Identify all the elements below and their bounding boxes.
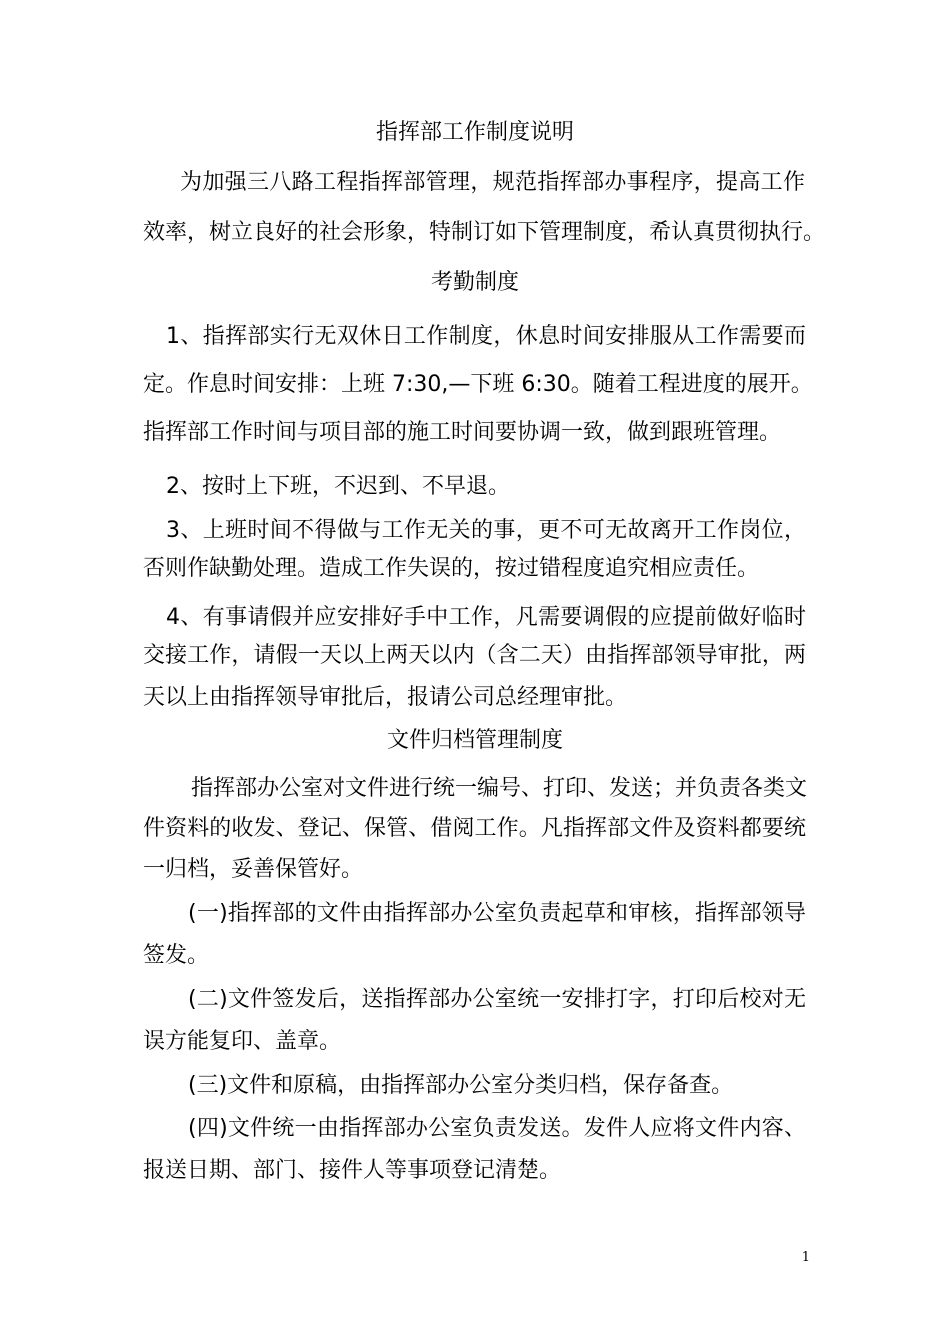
archive-line-5: 签发。	[143, 943, 210, 968]
attendance-line-5: 3、上班时间不得做与工作无关的事，更不可无故离开工作岗位，	[166, 518, 806, 543]
archive-line-9: (四)文件统一由指挥部办公室负责发送。发件人应将文件内容、	[188, 1116, 806, 1141]
attendance-heading: 考勤制度	[430, 270, 519, 295]
intro-line-2: 效率，树立良好的社会形象，特制订如下管理制度，希认真贯彻执行。	[143, 220, 826, 245]
archive-heading: 文件归档管理制度	[386, 728, 563, 753]
attendance-line-4: 2、按时上下班，不迟到、不早退。	[166, 474, 510, 499]
attendance-line-8: 交接工作，请假一天以上两天以内（含二天）由指挥部领导审批，两	[143, 643, 806, 668]
archive-line-2: 件资料的收发、登记、保管、借阅工作。凡指挥部文件及资料都要统	[143, 816, 806, 841]
attendance-line-2: 定。作息时间安排：上班 7:30,—下班 6:30。随着工程进度的展开。	[143, 372, 813, 397]
page-number: 1	[801, 1250, 810, 1265]
archive-line-3: 一归档，妥善保管好。	[143, 857, 364, 882]
archive-line-1: 指挥部办公室对文件进行统一编号、打印、发送；并负责各类文	[191, 776, 808, 801]
archive-line-4: (一)指挥部的文件由指挥部办公室负责起草和审核，指挥部领导	[188, 901, 806, 926]
attendance-line-9: 天以上由指挥领导审批后，报请公司总经理审批。	[143, 685, 628, 710]
attendance-line-3: 指挥部工作时间与项目部的施工时间要协调一致，做到跟班管理。	[143, 420, 782, 445]
archive-line-8: (三)文件和原稿，由指挥部办公室分类归档，保存备查。	[188, 1073, 734, 1098]
intro-line-1: 为加强三八路工程指挥部管理，规范指挥部办事程序，提高工作	[180, 170, 805, 195]
archive-line-7: 误方能复印、盖章。	[143, 1029, 342, 1054]
attendance-line-6: 否则作缺勤处理。造成工作失误的，按过错程度追究相应责任。	[143, 556, 760, 581]
archive-line-6: (二)文件签发后，送指挥部办公室统一安排打字，打印后校对无	[188, 987, 806, 1012]
attendance-line-1: 1、指挥部实行无双休日工作制度，休息时间安排服从工作需要而	[166, 324, 806, 349]
archive-line-10: 报送日期、部门、接件人等事项登记清楚。	[143, 1158, 562, 1183]
document-title: 指挥部工作制度说明	[375, 120, 574, 145]
attendance-line-7: 4、有事请假并应安排好手中工作，凡需要调假的应提前做好临时	[166, 605, 806, 630]
